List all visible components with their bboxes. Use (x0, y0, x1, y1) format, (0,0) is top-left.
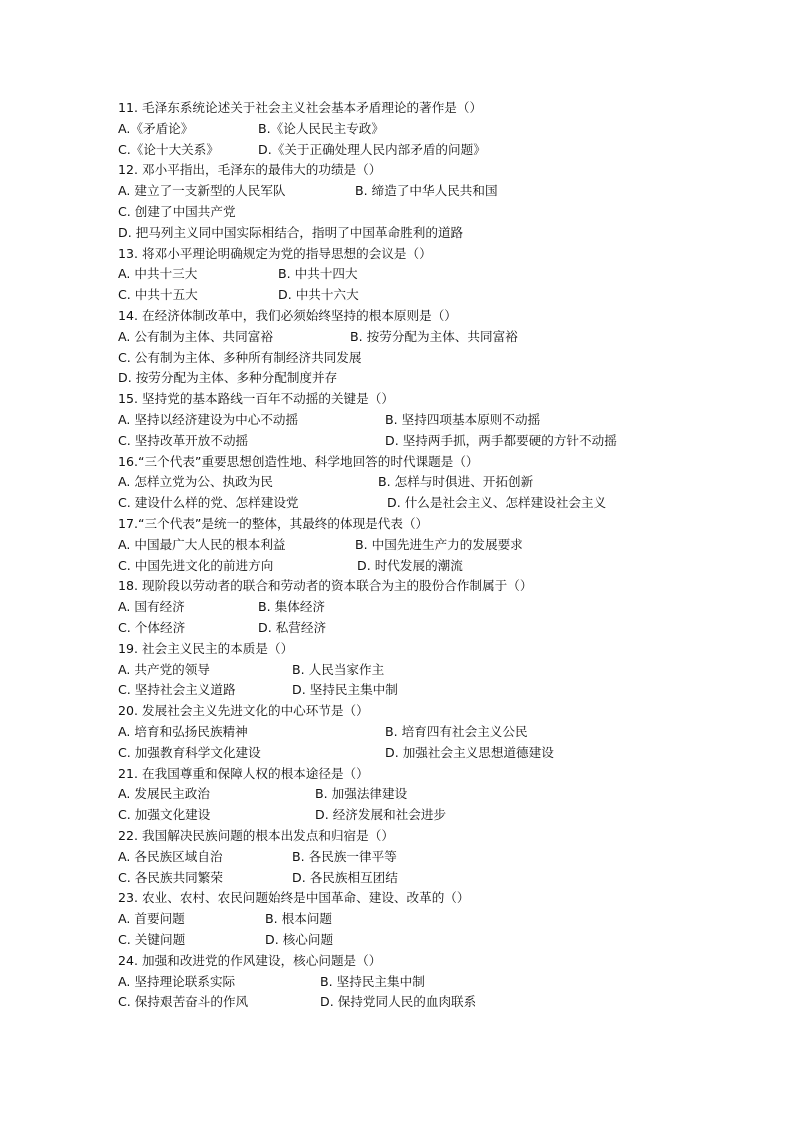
answer-option: A. 怎样立党为公、执政为民 (118, 474, 273, 490)
answer-option: B.《论人民民主专政》 (258, 120, 384, 136)
answer-option: C. 中共十五大 (118, 287, 198, 303)
answer-option: B. 各民族一律平等 (292, 848, 397, 864)
answer-option: A. 首要问题 (118, 911, 185, 927)
answer-option: A.《矛盾论》 (118, 120, 194, 136)
answer-option: A. 中共十三大 (118, 266, 198, 282)
answer-option: C. 坚持改革开放不动摇 (118, 432, 249, 448)
answer-option: D. 加强社会主义思想道德建设 (385, 744, 554, 760)
answer-option: C.《论十大关系》 (118, 141, 219, 157)
question-stem: 17.“三个代表”是统一的整体，其最终的体现是代表（） (118, 516, 429, 531)
answer-option: B. 中共十四大 (278, 266, 358, 282)
answer-option: C. 个体经济 (118, 620, 186, 635)
answer-option: B. 坚持四项基本原则不动摇 (385, 412, 541, 427)
answer-option: B. 培育四有社会主义公民 (385, 724, 528, 739)
question-stem: 11. 毛泽东系统论述关于社会主义社会基本矛盾理论的著作是（） (118, 100, 483, 115)
answer-option: C. 中国先进文化的前进方向 (118, 557, 274, 573)
answer-option: A. 共产党的领导 (118, 661, 210, 677)
question-stem: 22. 我国解决民族问题的根本出发点和归宿是（） (118, 828, 394, 843)
question-stem: 13. 将邓小平理论明确规定为党的指导思想的会议是（） (118, 245, 432, 261)
answer-option: D. 经济发展和社会进步 (315, 807, 447, 823)
answer-option: D. 私营经济 (258, 620, 327, 635)
question-stem: 21. 在我国尊重和保障人权的根本途径是（） (118, 765, 369, 781)
answer-option: B. 缔造了中华人民共和国 (355, 183, 498, 199)
answer-option: D. 坚持民主集中制 (292, 682, 398, 698)
answer-option: D. 时代发展的潮流 (357, 557, 463, 573)
answer-option: A. 公有制为主体、共同富裕 (118, 328, 273, 344)
question-stem: 16.“三个代表”重要思想创造性地、科学地回答的时代课题是（） (118, 453, 479, 469)
answer-option: A. 各民族区域自治 (118, 848, 223, 864)
answer-option: A. 建立了一支新型的人民军队 (118, 183, 286, 199)
answer-option: A. 坚持以经济建设为中心不动摇 (118, 412, 299, 427)
answer-option: D. 按劳分配为主体、多种分配制度并存 (118, 370, 338, 386)
answer-option: C. 建设什么样的党、怎样建设党 (118, 495, 299, 511)
answer-option: B. 按劳分配为主体、共同富裕 (350, 328, 518, 344)
answer-option: B. 怎样与时俱进、开拓创新 (378, 474, 534, 490)
answer-option: D. 保持党同人民的血肉联系 (320, 994, 477, 1010)
answer-option: C. 坚持社会主义道路 (118, 682, 236, 698)
answer-option: B. 中国先进生产力的发展要求 (355, 536, 523, 552)
answer-option: A. 培育和弘扬民族精神 (118, 724, 248, 739)
question-stem: 19. 社会主义民主的本质是（） (118, 640, 294, 656)
answer-option: C. 保持艰苦奋斗的作风 (118, 994, 249, 1010)
answer-option: A. 发展民主政治 (118, 786, 210, 802)
answer-option: D. 核心问题 (265, 932, 334, 947)
question-stem: 15. 坚持党的基本路线一百年不动摇的关键是（） (118, 391, 394, 407)
question-stem: 24. 加强和改进党的作风建设，核心问题是（） (118, 952, 382, 968)
answer-option: D. 中共十六大 (278, 287, 359, 303)
answer-option: A. 坚持理论联系实际 (118, 973, 236, 989)
answer-option: B. 集体经济 (258, 599, 326, 615)
answer-option: D.《关于正确处理人民内部矛盾的问题》 (258, 141, 486, 157)
question-stem: 23. 农业、农村、农民问题始终是中国革命、建设、改革的（） (118, 890, 470, 906)
answer-option: D. 把马列主义同中国实际相结合，指明了中国革命胜利的道路 (118, 224, 464, 240)
question-stem: 12. 邓小平指出，毛泽东的最伟大的功绩是（） (118, 162, 382, 178)
answer-option: D. 坚持两手抓，两手都要硬的方针不动摇 (385, 432, 617, 448)
answer-option: C. 各民族共同繁荣 (118, 869, 223, 885)
answer-option: D. 什么是社会主义、怎样建设社会主义 (387, 495, 607, 511)
answer-option: B. 根本问题 (265, 911, 333, 927)
answer-option: A. 国有经济 (118, 599, 185, 615)
answer-option: B. 坚持民主集中制 (320, 973, 425, 989)
answer-option: A. 中国最广大人民的根本利益 (118, 536, 286, 552)
question-stem: 14. 在经济体制改革中，我们必须始终坚持的根本原则是（） (118, 308, 457, 323)
answer-option: B. 加强法律建设 (315, 786, 408, 802)
answer-option: C. 创建了中国共产党 (118, 204, 236, 219)
question-stem: 20. 发展社会主义先进文化的中心环节是（） (118, 703, 369, 719)
answer-option: D. 各民族相互团结 (292, 869, 398, 885)
answer-option: B. 人民当家作主 (292, 661, 385, 677)
question-stem: 18. 现阶段以劳动者的联合和劳动者的资本联合为主的股份合作制属于（） (118, 578, 533, 594)
answer-option: C. 加强教育科学文化建设 (118, 744, 261, 760)
answer-option: C. 公有制为主体、多种所有制经济共同发展 (118, 349, 362, 365)
answer-option: C. 加强文化建设 (118, 807, 211, 823)
answer-option: C. 关键问题 (118, 932, 186, 947)
